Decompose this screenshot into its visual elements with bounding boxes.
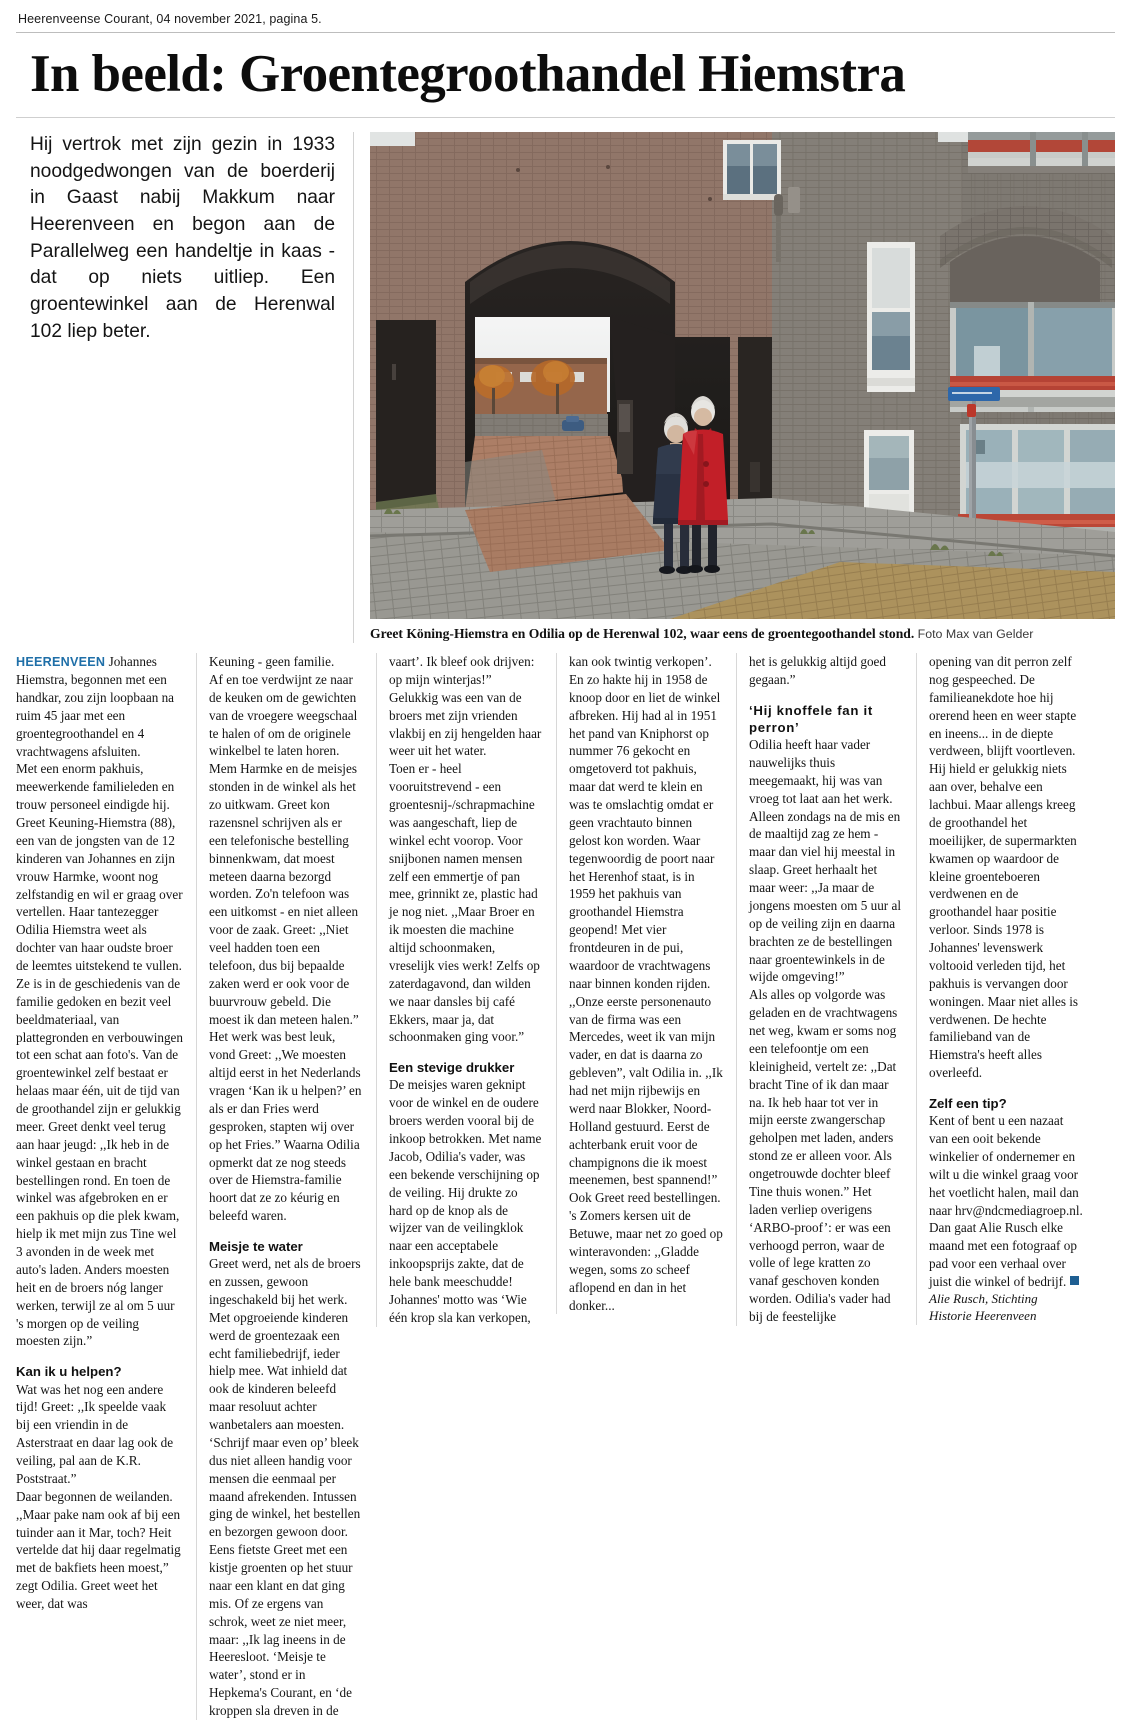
page-title: In beeld: Groentegroothandel Hiemstra [30, 45, 906, 103]
paragraph: Toen er - heel vooruitstrevend - een groentesnij-/schrapmachine was aangeschaft, liep de winkel echt voorop. Voor snijbonen namen mensen zelf een emmertje of pan mee, grinnikt ze, plastic had je nog niet. ,,Maar Broer en ik moesten die machine altijd schoonmaken, vreselijk vies werk! Zelfs op zaterdagavond, dan wilden we naar dansles bij café Ekkers, maar ja, dat schoonmaken ging voor.” [389, 761, 540, 1045]
article-column-4 [556, 653, 736, 1314]
paragraph: Als alles op volgorde was geladen en de vrachtwagens net weg, kwam er soms nog een telefoontje om een kleinigheid, vertelt ze: ,,Dat bracht Tine of ik dan maar na. Ik heb haar tot ver in mijn eerste zwangerschap geholpen met laden, anders stond ze er alleen voor. Als ongetrouwde dochter bleef Tine thuis wonen.” Het laden verliep overigens ‘ARBO-proof’: er was een verhoogd perron, waar de volle of lege kratten zo vanaf geschoven konden worden. Odilia's vader had bij de feestelijke [749, 987, 898, 1325]
section-subhead: Meisje te water [209, 1239, 303, 1255]
article-column-3 [376, 653, 556, 1327]
paragraph: Keuning - geen familie. [209, 654, 335, 670]
paragraph: Ook Greet reed bestellingen. 's Zomers kersen uit de Betuwe, maar net zo goed op winteravonden: ,,Gladde wegen, soms zo scheef aflopend en dan in het donker... [569, 1190, 723, 1313]
intro-paragraph: Hij vertrok met zijn gezin in 1933 noodgedwongen van de boerderij in Gaast nabij Makkum naar Heerenveen en begon aan de Parallelweg een handeltje in kaas - dat op niets uitliep. Een groentewinkel aan de Herenwal 102 liep beter. [30, 134, 335, 342]
paragraph: Met een enorm pakhuis, meewerkende familieleden en trouw personeel eindigde hij. Greet Keuning-Hiemstra (88), een van de jongsten van de 12 kinderen van Johannes en zijn vrouw Harmke, woont nog zelfstandig en wil er graag over vertellen. Haar tantezegger Odilia Hiemstra weet als dochter van haar oudste broer de leemtes uitstekend te vullen. Ze is in de geschiedenis van de familie gedoken en bezit veel beeldmateriaal, van plattegronden en verbouwingen tot een schat aan foto's. Van de groentewinkel zelf bestaat er helaas maar één, uit de tijd van de groothandel zijn er gelukkig meer. Greet denkt veel terug aan haar jeugd: ,,Ik heb in de winkel gestaan en bracht bestellingen rond. En toen de winkel was afgebroken en er een pakhuis op die plek kwam, hielp ik met mijn zus Tine wel 3 avonden in de week met auto's laden. Anders moesten heit en de broers nóg langer werken, terwijl ze al om 5 uur 's morgen op de veiling moesten zijn.” [16, 761, 183, 1349]
article-body [16, 653, 1115, 1720]
masthead-line: Heerenveense Courant, 04 november 2021, pagina 5. [18, 12, 322, 26]
paragraph [929, 1112, 1083, 1291]
dateline-kicker: HEERENVEEN [16, 655, 106, 670]
article-photo [370, 132, 1115, 619]
lead-paragraph [16, 653, 183, 760]
photo-column [354, 132, 1115, 643]
paragraph: vaart’. Ik bleef ook drijven: op mijn winterjas!” Gelukkig was een van de broers met zijn vrienden vlakbij en zij hengelden haar weer uit het water. [389, 654, 542, 759]
section-subhead: Kan ik u helpen? [16, 1364, 122, 1380]
section-subhead: Een stevige drukker [389, 1060, 515, 1076]
section-subhead: Zelf een tip? [929, 1096, 1007, 1112]
article-column-6 [916, 653, 1096, 1325]
paragraph: Daar begonnen de weilanden. ,,Maar pake nam ook af bij een tuinder aan it Mar, toch? Heit vertelde dat hij daar regelmatig met de bakfiets heen moest,” zegt Odilia. Greet weet het weer, dat was [16, 1488, 181, 1611]
headline-divider [16, 117, 1115, 118]
closing-text: Kent of bent u een nazaat van een ooit bekende winkelier of ondernemer en wilt u die winkel graag voor het voetlicht halen, mail dan naar hrv@ndcmediagroep.nl. Dan gaat Alie Rusch elke maand met een fotograaf op pad voor een verhaal over juist die winkel of bedrijf. [929, 1113, 1083, 1290]
article-column-1 [16, 653, 196, 1613]
paragraph: Odilia heeft haar vader nauwelijks thuis meegemaakt, hij was van vroeg tot laat aan het werk. Alleen zondags na de mis en de maaltijd zag ze hem -maar dan viel hij meestal in slaap. Greet herhaalt het maar weer: ,,Ja maar de jongens moesten om 5 uur al op de veiling zijn en daarna brachten ze de bestellingen naar groentewinkels in de wijde omgeving!” [749, 737, 901, 985]
paragraph: Het werk was best leuk, vond Greet: ,,We moesten altijd eerst in het Nederlands vragen ‘Kan ik u helpen?’ en als er dan Fries werd gesproken, stapten wij over op het Fries.” Waarna Odilia opmerkt dat ze nog steeds over de Hiemstra-familie hoort dat ze zo kéurig en beleefd waren. [209, 1029, 362, 1224]
masthead-divider [16, 32, 1115, 33]
paragraph: het is gelukkig altijd goed gegaan.” [749, 654, 886, 687]
paragraph: Greet werd, net als de broers en zussen, gewoon ingeschakeld bij het werk. Met opgroeiende kinderen werd de groentezaak een echt familiebedrijf, ieder hielp mee. Wat inhield dat ook de kinderen beleefd maar resoluut achter wanbetalers aan moesten. ‘Schrijf maar even op’ bleek dus niet alleen handig voor mensen die eenmaal per maand afrekenden. Intussen ging de winkel, het bestellen en bezorgen gewoon door. Eens fietste Greet met een kistje groenten op het stuur naar een klant en dat ging mis. Of ze ergens van schrok, weet ze niet meer, maar: ,,Ik lag ineens in de Heeresloot. ‘Meisje te water’, stond er in Hepkema's Courant, en ‘de kroppen sla dreven in de [209, 1256, 361, 1719]
photo-caption [370, 626, 1115, 643]
end-mark-icon [1070, 1276, 1079, 1285]
intro-column [16, 132, 354, 643]
upper-section [16, 132, 1115, 643]
paragraph: Wat was het nog een andere tijd! Greet: ,,Ik speelde vaak bij een vriendin in de Asterstraat en daar lag ook de veiling, pal aan de K.R. Poststraat.” [16, 1381, 174, 1486]
photo-caption-text: Greet Köning-Hiemstra en Odilia op de Herenwal 102, waar eens de groentegoothandel stond. [370, 626, 915, 642]
photo-credit: Foto Max van Gelder [917, 627, 1034, 642]
paragraph: ,,Onze eerste personenauto van de firma was een Mercedes, weet ik van mijn vader, en dat is daarna zo gebleven”, valt Odilia in. ,,Ik had net mijn rijbewijs en werd naar Blokker, Noord-Holland gestuurd. Eerst de achterbank eruit voor de champignons die ik moest meenemen, best spannend!” [569, 993, 723, 1188]
lead-text: Johannes Hiemstra, begonnen met een handkar, zou zijn loopbaan na ruim 45 jaar met een groentegroothandel en 4 vrachtwagens afsluiten. [16, 654, 175, 759]
section-subhead: ‘Hij knoffele fan it perron’ [749, 702, 873, 735]
paragraph: kan ook twintig verkopen’. En zo hakte hij in 1958 de knoop door en liet de winkel afbreken. Hij had al in 1951 het pand van Kniphorst op nummer 76 gekocht en omgetoverd tot pakhuis, maar dat werd te klein en was te omslachtig omdat er geen vrachtauto binnen gelost kon worden. Waar tegenwoordig de poort naar het Herenhof staat, is in 1959 het pakhuis van groothandel Hiemstra geopend! Met vier frontdeuren in de pui, waardoor de vrachtwagens naar binnen konden rijden. [569, 654, 721, 991]
article-column-2 [196, 653, 376, 1720]
paragraph: De meisjes waren geknipt voor de winkel en de oudere broers werden vooral bij de inkoop betrokken. Met name Jacob, Odilia's vader, was een bekende verschijning op de veiling. Hij drukte zo hard op de knop als de wijzer van de veilingklok naar een acceptabele inkoopsprijs zakte, dat de hele bank meeschudde! Johannes' motto was ‘Wie één krop sla kan verkopen, [389, 1077, 542, 1325]
paragraph: opening van dit perron zelf nog gespeeched. De familieanekdote hoe hij orerend heen en weer stapte en ineens... in de diepte verdween, blijft voortleven. Hij hield er gelukkig niets aan over, behalve een lachbui. Maar allengs kreeg de groothandel het moeilijker, de supermarkten kwamen op waardoor de kleine groenteboeren verdwenen en de groothandel haar positie verloor. Sinds 1978 is Johannes' levenswerk voltooid verleden tijd, het pakhuis is vervangen door woningen. Maar niet alles is verdwenen. De hechte familieband van de Hiemstra's heeft alles overleefd. [929, 654, 1079, 1081]
article-column-5 [736, 653, 916, 1326]
author-signature: Alie Rusch, Stichting Historie Heerenveen [929, 1290, 1038, 1323]
paragraph: Af en toe verdwijnt ze naar de keuken om de gewichten van de vroegere weegschaal te halen of om de originele winkelbel te laten horen. Mem Harmke en de meisjes stonden in de winkel als het zo uitkwam. Greet kon razensnel schrijven als er een telefonische bestelling binnenkwam, dat moest meteen daarna bezorgd worden. Zo'n telefoon was een uitkomst - en niet alleen voor de zaak. Greet: ,,Niet veel hadden toen een telefoon, dus bij bepaalde zaken werd er ook voor de buurvrouw gebeld. Die moest ik dan meteen halen.” [209, 671, 359, 1027]
